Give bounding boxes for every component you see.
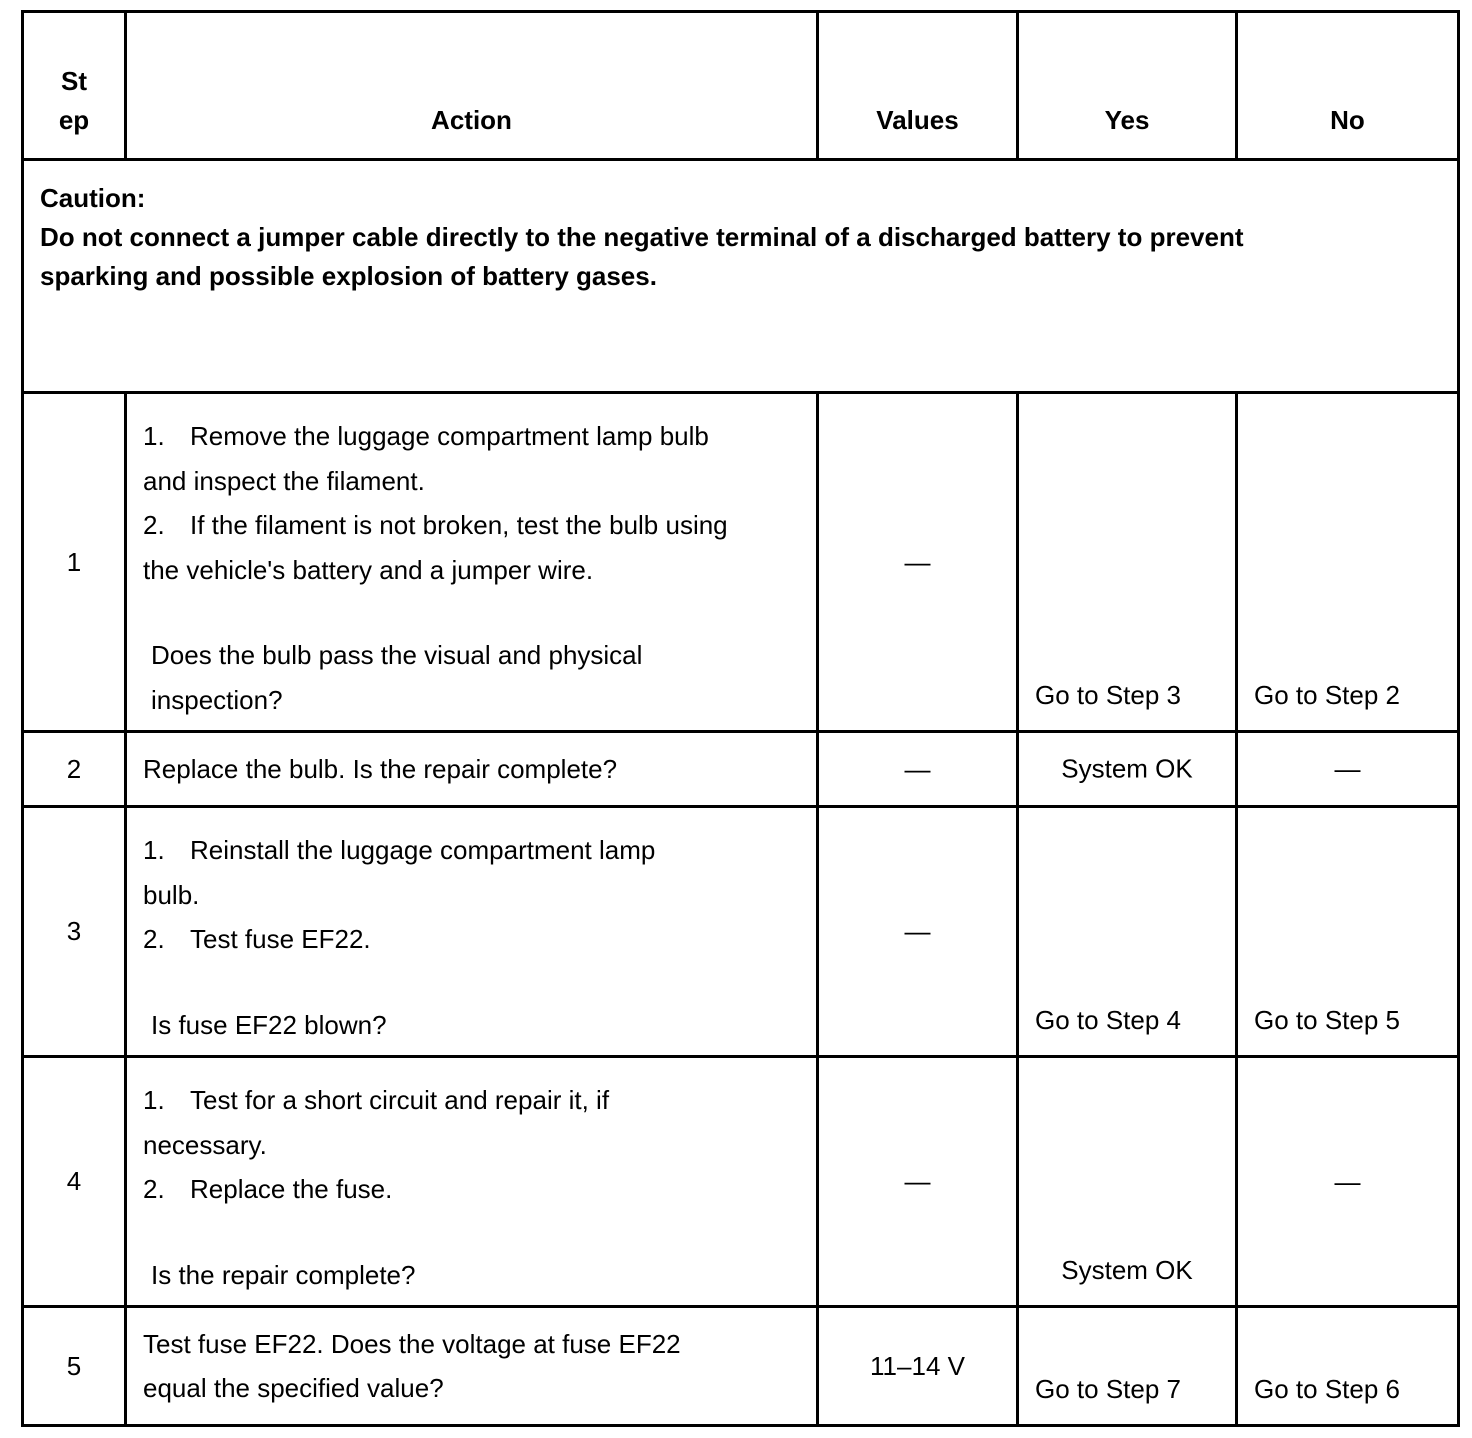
action-cell: [126, 393, 818, 732]
table-row: [23, 807, 1459, 1057]
header-action: Action: [126, 12, 818, 160]
header-no: No: [1237, 12, 1459, 160]
yes-link: Go to Step 7: [1035, 1374, 1181, 1404]
no-cell: [1237, 1057, 1459, 1307]
action-item: 1. Test for a short circuit and repair it, if necessary.: [143, 1085, 610, 1160]
action-cell: [126, 1057, 818, 1307]
table-row: [23, 393, 1459, 732]
table-row: [23, 1057, 1459, 1307]
action-item: 2. If the filament is not broken, test the bulb using the vehicle's battery and a jumper wire.: [143, 510, 728, 585]
no-link: Go to Step 5: [1254, 1005, 1400, 1035]
action-cell: [126, 807, 818, 1057]
yes-link: Go to Step 4: [1035, 1005, 1181, 1035]
values-cell: —: [818, 393, 1018, 732]
action-text: Test fuse EF22. Does the voltage at fuse EF22 equal the specified value?: [143, 1328, 681, 1403]
yes-cell: [1018, 732, 1237, 807]
yes-link: Go to Step 3: [1035, 680, 1181, 710]
header-row: [23, 12, 1459, 160]
yes-link: System OK: [1061, 1255, 1193, 1285]
values-cell: —: [818, 732, 1018, 807]
step-number: 2: [23, 732, 126, 807]
diagnostic-table: [21, 10, 1460, 1427]
values-cell: 11–14 V: [818, 1307, 1018, 1426]
yes-link: System OK: [1061, 753, 1193, 784]
action-question: Is fuse EF22 blown?: [151, 1009, 387, 1040]
table-row: [23, 1307, 1459, 1426]
step-number: 4: [23, 1057, 126, 1307]
yes-cell: [1018, 1307, 1237, 1426]
caution-cell: [23, 160, 1459, 393]
caution-row: [23, 160, 1459, 393]
action-question: Does the bulb pass the visual and physical inspection?: [151, 640, 643, 715]
no-link: Go to Step 2: [1254, 680, 1400, 710]
caution-text: Do not connect a jumper cable directly to the negative terminal of a discharged battery to prevent sparking and possible explosion of battery gases.: [40, 222, 1244, 291]
header-step-line2: ep: [58, 105, 90, 135]
no-cell: [1237, 732, 1459, 807]
action-cell: [126, 1307, 818, 1426]
step-number: 1: [23, 393, 126, 732]
yes-cell: [1018, 807, 1237, 1057]
header-step: [23, 12, 126, 160]
step-number: 3: [23, 807, 126, 1057]
header-yes: Yes: [1018, 12, 1237, 160]
action-item: 2. Replace the fuse.: [143, 1174, 393, 1204]
values-cell: —: [818, 807, 1018, 1057]
action-item: 1. Remove the luggage compartment lamp bulb and inspect the filament.: [143, 421, 709, 496]
caution-title: Caution:: [40, 183, 146, 213]
header-values: Values: [818, 12, 1018, 160]
action-cell: Replace the bulb. Is the repair complete?: [126, 732, 818, 807]
no-link: —: [1334, 753, 1361, 784]
yes-cell: [1018, 1057, 1237, 1307]
table-row: [23, 732, 1459, 807]
no-cell: [1237, 807, 1459, 1057]
no-cell: [1237, 1307, 1459, 1426]
action-item: 1. Reinstall the luggage compartment lamp bulb.: [143, 835, 656, 910]
values-cell: —: [818, 1057, 1018, 1307]
no-link: —: [1334, 1166, 1361, 1196]
header-step-line1: St: [61, 66, 87, 96]
action-item: 2. Test fuse EF22.: [143, 924, 371, 954]
yes-cell: [1018, 393, 1237, 732]
no-link: Go to Step 6: [1254, 1374, 1400, 1404]
no-cell: [1237, 393, 1459, 732]
action-question: Is the repair complete?: [151, 1259, 416, 1290]
step-number: 5: [23, 1307, 126, 1426]
